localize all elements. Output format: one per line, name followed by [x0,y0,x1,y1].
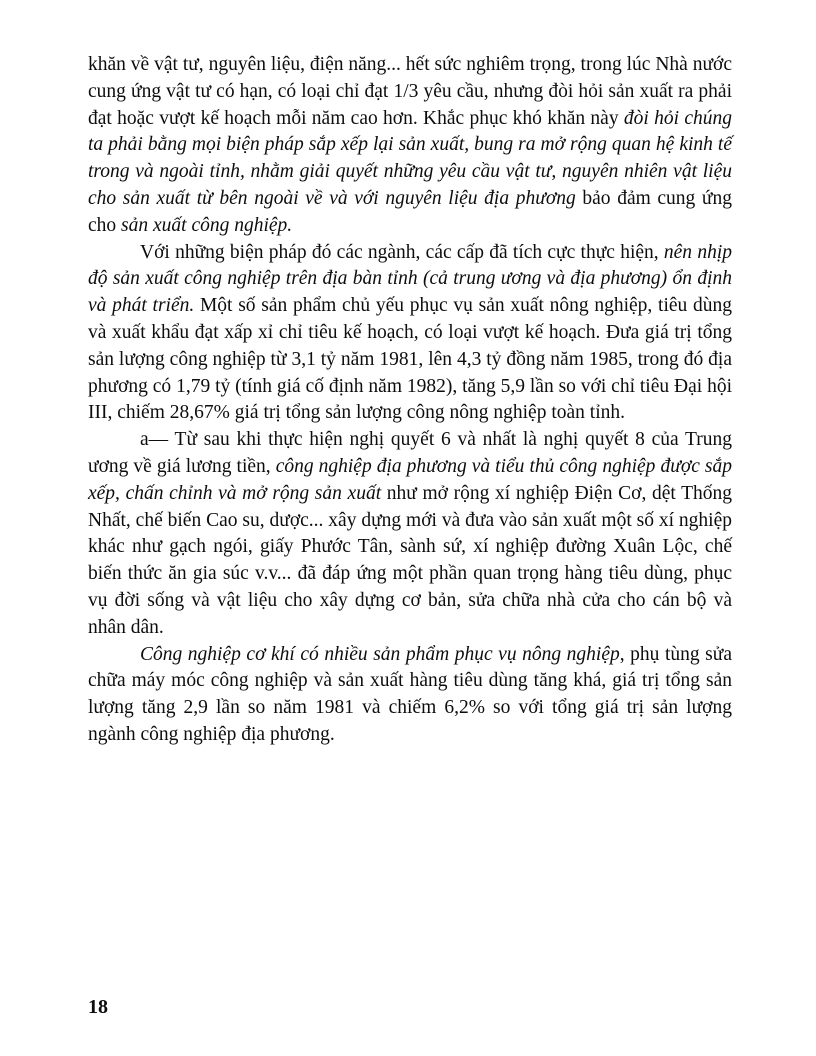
page-number: 18 [88,996,108,1018]
p3-run-2: công nghiệp địa phương và tiểu thủ công nghiệp được sắp xếp, chấn chỉnh và mở rộng sản xuất [88,455,733,504]
p1-run-1: khăn về vật tư, nguyên liệu, điện năng... hết sức nghiêm trọng, trong lúc Nhà nước cung ứng vật tư có hạn, có loại chỉ đạt 1/3 yêu cầu, nhưng đòi hỏi sản xuất ra phải đạt hoặc vượt kế hoạch mỗi năm cao hơn. Khắc phục khó khăn này [88,54,732,129]
paragraph-1 [88,52,732,240]
p4-run-2: , phụ tùng sửa chữa máy móc công nghiệp và sản xuất hàng tiêu dùng tăng khá, giá trị tổng sản lượng tăng 2,9 lần so năm 1981 và chiếm 6,2% so với tổng giá trị sản lượng ngành công nghiệp địa phương. [88,643,732,745]
page-body [88,52,732,749]
p1-run-3: bảo đảm cung ứng cho [88,187,733,236]
p2-run-2: nên nhịp độ sản xuất công nghiệp trên địa bàn tỉnh (cả trung ương và địa phương) ổn định và phát triển. [88,241,732,317]
paragraph-4 [88,642,732,749]
p1-run-4: sản xuất công nghiệp. [121,214,293,236]
p3-run-1: a— Từ sau khi thực hiện nghị quyết 6 và nhất là nghị quyết 8 của Trung ương về giá lương tiền, [88,429,732,477]
p2-run-3: Một số sản phẩm chủ yếu phục vụ sản xuất nông nghiệp, tiêu dùng và xuất khẩu đạt xấp xỉ chỉ tiêu kế hoạch, có loại vượt kế hoạch. Đưa giá trị tổng sản lượng công nghiệp từ 3,1 tỷ năm 1981, lên 4,3 tỷ đồng năm 1985, trong đó địa phương có 1,79 tỷ (tính giá cố định năm 1982), tăng 5,9 lần so với chỉ tiêu Đại hội III, chiếm 28,67% giá trị tổng sản lượng công nông nghiệp toàn tỉnh. [88,295,732,424]
p2-run-1: Với những biện pháp đó các ngành, các cấp đã tích cực thực hiện, [140,241,664,263]
p3-run-3: như mở rộng xí nghiệp Điện Cơ, dệt Thống Nhất, chế biến Cao su, dược... xây dựng mới và đưa vào sản xuất một số xí nghiệp khác như gạch ngói, giấy Phước Tân, sành sứ, xí nghiệp đường Xuân Lộc, chế biến thức ăn gia súc v.v... đã đáp ứng một phần quan trọng hàng tiêu dùng, phục vụ đời sống và vật liệu cho xây dựng cơ bản, sửa chữa nhà cửa cho cán bộ và nhân dân. [88,482,732,638]
p4-run-1: Công nghiệp cơ khí có nhiều sản phẩm phục vụ nông nghiệp [140,643,620,665]
paragraph-3 [88,427,732,641]
p1-run-2: đòi hỏi chúng ta phải bằng mọi biện pháp sắp xếp lại sản xuất, bung ra mở rộng quan hệ kinh tế trong và ngoài tỉnh, nhằm giải quyết những yêu cầu vật tư, nguyên nhiên vật liệu cho sản xuất từ bên ngoài về và với nguyên liệu địa phương [88,107,732,209]
paragraph-2 [88,240,732,428]
